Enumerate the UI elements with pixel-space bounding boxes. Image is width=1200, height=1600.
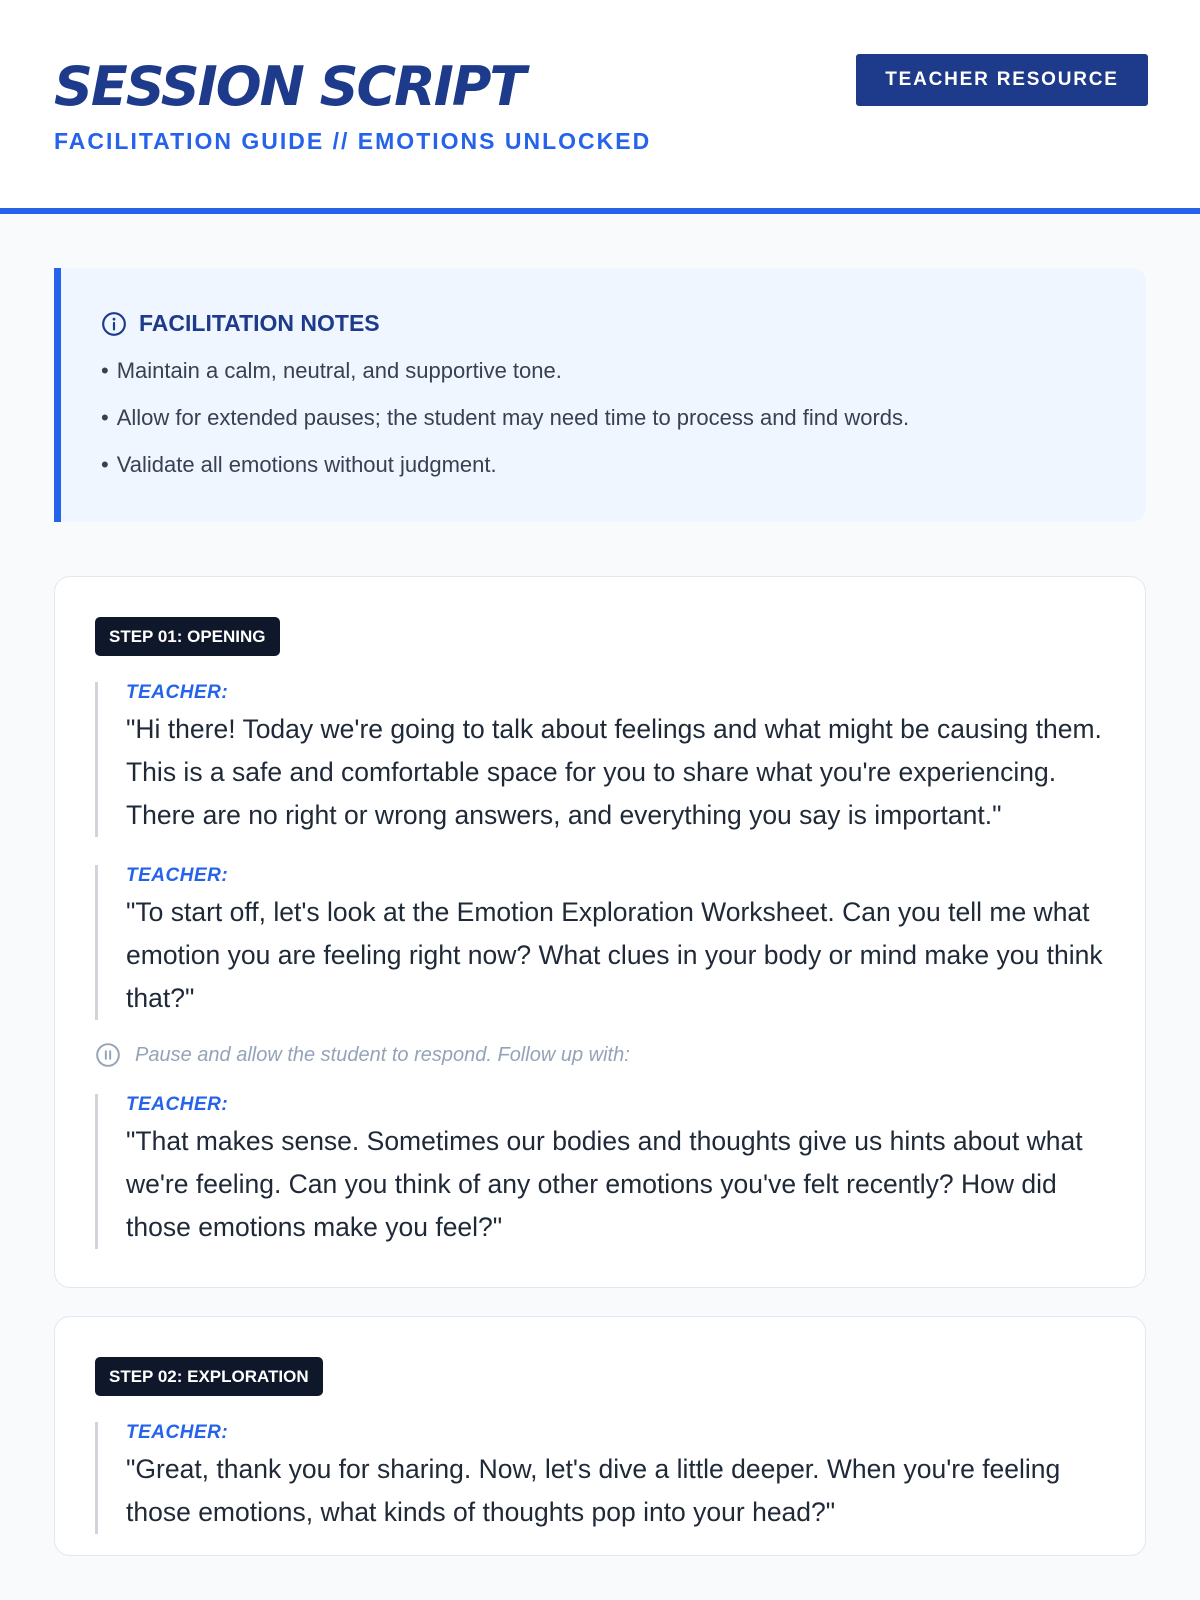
info-icon (101, 311, 127, 337)
script-line (95, 865, 1105, 1020)
note-item: • Allow for extended pauses; the student may need time to process and find words. (101, 394, 1106, 441)
notes-header (101, 310, 1106, 337)
notes-title: FACILITATION NOTES (139, 310, 380, 336)
step-card-opening (54, 576, 1146, 1288)
page-title: SESSION SCRIPT (54, 55, 525, 118)
speaker-label: TEACHER: (126, 1422, 229, 1443)
teacher-resource-button[interactable]: TEACHER RESOURCE (856, 54, 1148, 106)
speaker-label: TEACHER: (126, 682, 229, 703)
note-item: • Validate all emotions without judgment. (101, 441, 1106, 488)
script-line (95, 1094, 1105, 1249)
pause-instruction (95, 1042, 1105, 1068)
script-quote: "Hi there! Today we're going to talk about feelings and what might be causing them. This is a safe and comfortable space for you to share what you're experiencing. There are no right or wrong answers, and everything you say is important." (126, 714, 1102, 830)
facilitation-notes (54, 268, 1146, 522)
speaker-label: TEACHER: (126, 865, 229, 886)
script-line (95, 1422, 1105, 1534)
page-subtitle: FACILITATION GUIDE // EMOTIONS UNLOCKED (54, 128, 652, 154)
notes-list (101, 347, 1106, 488)
step-card-exploration (54, 1316, 1146, 1556)
pause-icon (95, 1042, 121, 1068)
script-quote: "To start off, let's look at the Emotion Exploration Worksheet. Can you tell me what emotion you are feeling right now? What clues in your body or mind make you think that?" (126, 897, 1103, 1013)
speaker-label: TEACHER: (126, 1094, 229, 1115)
script-quote: "Great, thank you for sharing. Now, let's dive a little deeper. When you're feeling those emotions, what kinds of thoughts pop into your head?" (126, 1454, 1061, 1527)
pause-text: Pause and allow the student to respond. Follow up with: (135, 1043, 630, 1066)
note-item: • Maintain a calm, neutral, and supportive tone. (101, 347, 1106, 394)
page-header (0, 0, 1200, 214)
script-line (95, 682, 1105, 837)
main-content (0, 214, 1200, 1556)
script-quote: "That makes sense. Sometimes our bodies and thoughts give us hints about what we're feeling. Can you think of any other emotions you've felt recently? How did those emotions make you feel?" (126, 1126, 1083, 1242)
step-badge: STEP 02: EXPLORATION (95, 1357, 323, 1396)
step-badge: STEP 01: OPENING (95, 617, 280, 656)
